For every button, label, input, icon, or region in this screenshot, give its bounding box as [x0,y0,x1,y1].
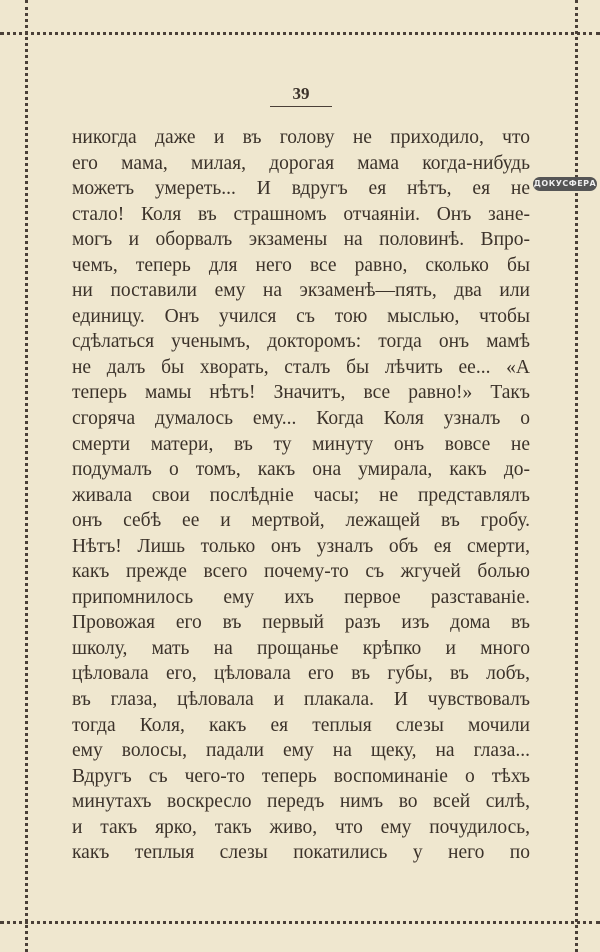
text-line: тогда Коля, какъ ея теплыя слезы мочили [72,714,530,736]
text-line: не далъ бы хворать, сталъ бы лѣчить ее... «А [72,356,530,378]
text-line: сдѣлаться ученымъ, докторомъ: тогда онъ мамѣ [72,331,530,353]
text-line: можетъ умереть... И вдругъ ея нѣтъ, ея не [72,178,530,200]
text-line: школу, мать на прощанье крѣпко и много [72,637,530,659]
text-line: теперь мамы нѣтъ! Значитъ, все равно!» Такъ [72,382,530,404]
watermark: ДОКУСФЕРА [533,177,597,191]
text-line: чемъ, теперь для него все равно, сколько бы [72,254,530,276]
right-border-rule [575,0,578,952]
text-line: ему волосы, падали ему на щеку, на глаза... [72,740,530,762]
bottom-border-rule [0,921,600,924]
page-number: 39 [292,84,310,103]
text-line: какъ прежде всего почему-то съ жгучей болью [72,561,530,583]
text-line: сгоряча думалось ему... Когда Коля узналъ о [72,408,530,430]
text-line: смерти матери, въ ту минуту онъ вовсе не [72,433,530,455]
text-line: Нѣтъ! Лишь только онъ узналъ объ ея смерти, [72,535,530,557]
text-line: живала свои послѣдніе часы; не представлялъ [72,484,530,506]
top-border-rule [0,32,600,35]
text-line: могъ и оборвалъ экзамены на половинѣ. Впро- [72,229,530,251]
text-line: никогда даже и въ голову не приходило, что [72,127,530,148]
text-line: минутахъ воскресло передъ нимъ во всей силѣ, [72,791,530,813]
text-line: Вдругъ съ чего-то теперь воспоминаніе о тѣхъ [72,765,530,787]
text-line: его мама, милая, дорогая мама когда-нибудь [72,152,530,174]
text-line: стало! Коля въ страшномъ отчаяніи. Онъ зане- [72,203,530,225]
text-line: единицу. Онъ учился съ тою мыслью, чтобы [72,305,530,327]
text-line: цѣловала его, цѣловала его въ губы, въ лобъ, [72,663,530,685]
page-number-rule [270,106,332,107]
body-text [72,125,530,866]
text-line: онъ себѣ ее и мертвой, лежащей въ гробу. [72,510,530,532]
text-line: и такъ ярко, такъ живо, что ему почудилось, [72,816,530,838]
left-border-rule [25,0,28,952]
text-line: Провожая его въ первый разъ изъ дома въ [72,612,530,634]
text-line: подумалъ о томъ, какъ она умирала, какъ до- [72,459,530,481]
text-line: въ глаза, цѣловала и плакала. И чувствовалъ [72,689,530,711]
text-line: ни поставили ему на экзаменѣ—пять, два или [72,280,530,302]
text-line: какъ теплыя слезы покатились у него по [72,842,530,864]
text-line: припомнилось ему ихъ первое разставаніе. [72,586,530,608]
